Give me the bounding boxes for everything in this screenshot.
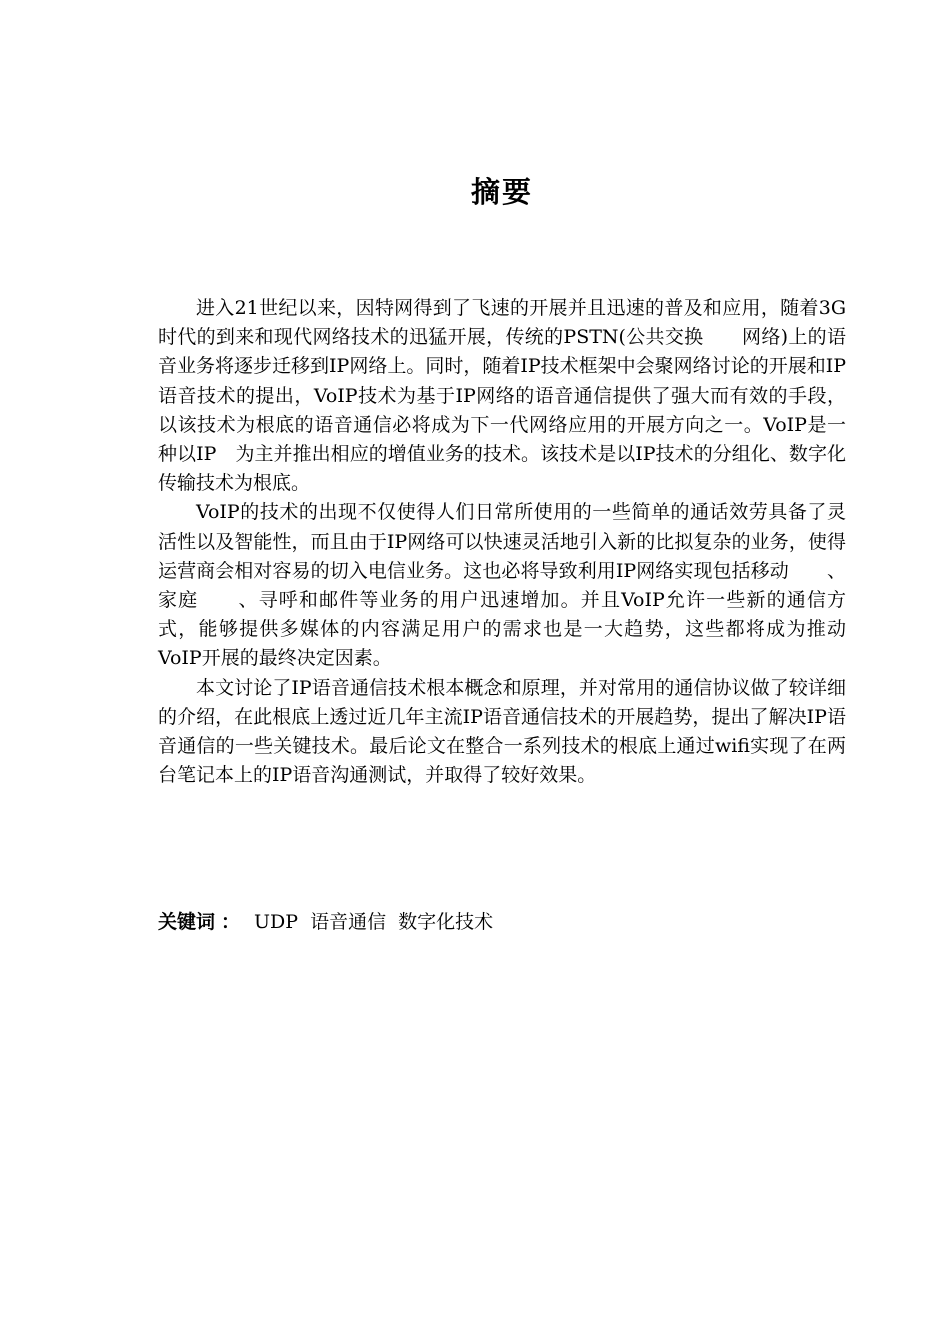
keyword-3: 数字化技术 xyxy=(398,911,494,933)
keyword-2: 语音通信 xyxy=(310,911,387,933)
keywords-colon: ： xyxy=(221,911,241,933)
abstract-body xyxy=(158,294,846,790)
keyword-1: UDP xyxy=(254,911,299,933)
keywords-line xyxy=(158,908,846,937)
abstract-paragraph-3: 本文讨论了IP语音通信技术根本概念和原理，并对常用的通信协议做了较详细的介绍，在此根底上透过近几年主流IP语音通信技术的开展趋势，提出了解决IP语音通信的一些关键技术。最后论文在整合一系列技术的根底上通过wifi实现了在两台笔记本上的IP语音沟通测试，并取得了较好效果。 xyxy=(158,676,846,787)
abstract-paragraph-1: 进入21世纪以来，因特网得到了飞速的开展并且迅速的普及和应用，随着3G时代的到来和现代网络技术的迅猛开展，传统的PSTN(公共交换 网络)上的语音业务将逐步迁移到IP网络上。同时，随着IP技术框架中会聚网络讨论的开展和IP语音技术的提出，VoIP技术为基于IP网络的语音通信提供了强大而有效的手段，以该技术为根底的语音通信必将成为下一代网络应用的开展方向之一。VoIP是一种以IP 为主并推出相应的增值业务的技术。该技术是以IP技术的分组化、数字化传输技术为根底。 xyxy=(158,297,846,495)
abstract-paragraph-2: VoIP的技术的出现不仅使得人们日常所使用的一些简单的通话效劳具备了灵活性以及智能性，而且由于IP网络可以快速灵活地引入新的比拟复杂的业务，使得运营商会相对容易的切入电信业务。这也必将导致利用IP网络实现包括移动 、家庭 、寻呼和邮件等业务的用户迅速增加。并且VoIP允许一些新的通信方式，能够提供多媒体的内容满足用户的需求也是一大趋势，这些都将成为推动VoIP开展的最终决定因素。 xyxy=(158,501,846,670)
abstract-title: 摘要 xyxy=(470,175,533,209)
keywords-label: 关键词 xyxy=(158,911,216,933)
